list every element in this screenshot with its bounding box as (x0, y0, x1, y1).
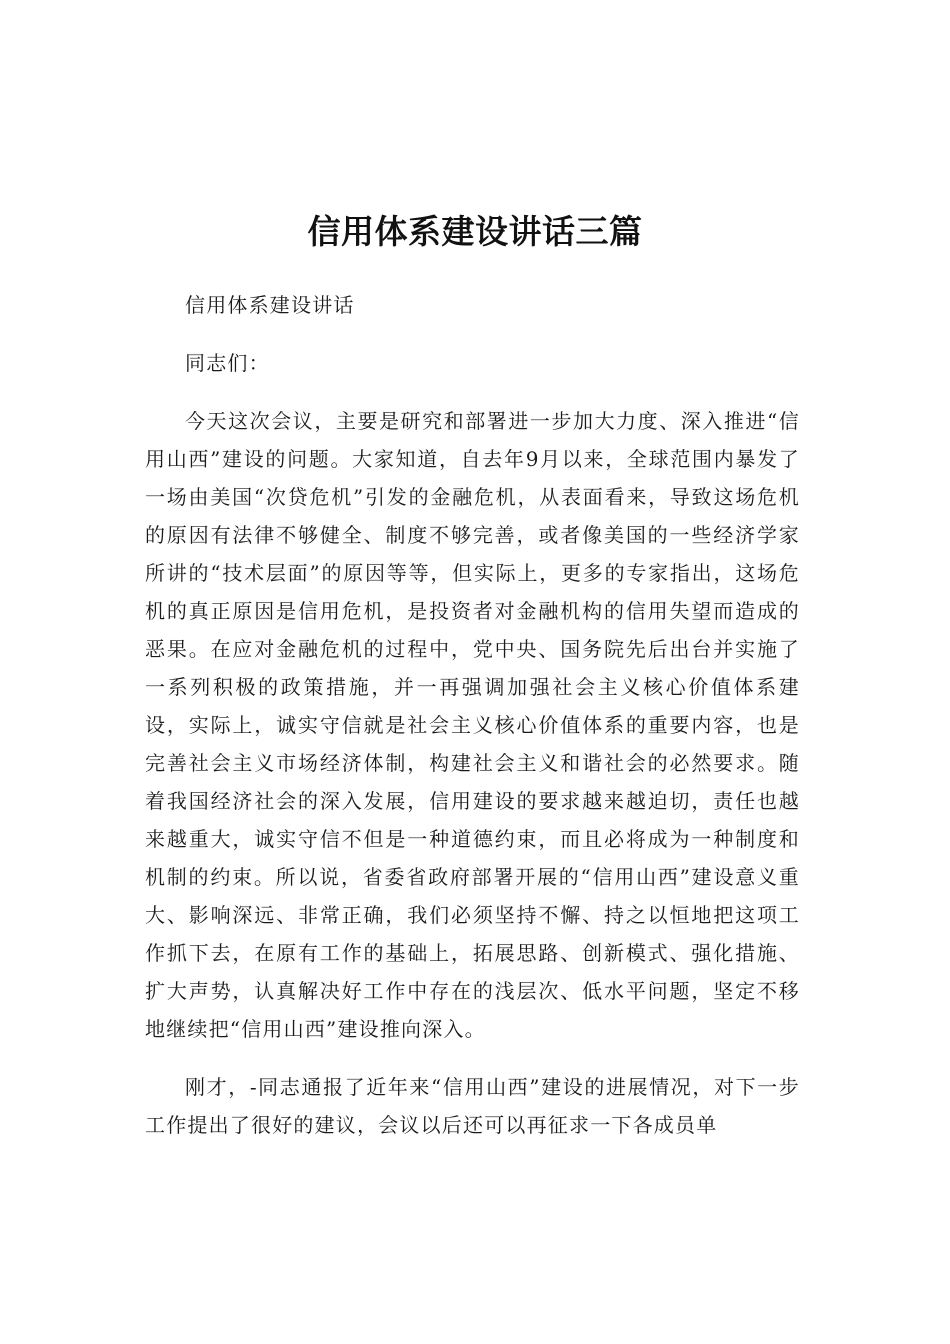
body-paragraph-1: 今天这次会议，主要是研究和部署进一步加大力度、深入推进“信用山西”建设的问题。大家知道，自去年9月以来，全球范围内暴发了一场由美国“次贷危机”引发的金融危机，从表面看来，导致这场危机的原因有法律不够健全、制度不够完善，或者像美国的一些经济学家所讲的“技术层面”的原因等等，但实际上，更多的专家指出，这场危机的真正原因是信用危机，是投资者对金融机构的信用失望而造成的恶果。在应对金融危机的过程中，党中央、国务院先后出台并实施了一系列积极的政策措施，并一再强调加强社会主义核心价值体系建设，实际上，诚实守信就是社会主义核心价值体系的重要内容，也是完善社会主义市场经济体制，构建社会主义和谐社会的必然要求。随着我国经济社会的深入发展，信用建设的要求越来越迫切，责任也越来越重大，诚实守信不但是一种道德约束，而且必将成为一种制度和机制的约束。所以说，省委省政府部署开展的“信用山西”建设意义重大、影响深远、非常正确，我们必须坚持不懈、持之以恒地把这项工作抓下去，在原有工作的基础上，拓展思路、创新模式、强化措施、扩大声势，认真解决好工作中存在的浅层次、低水平问题，坚定不移地继续把“信用山西”建设推向深入。 (145, 409, 800, 1041)
document-body (145, 286, 800, 1164)
document-subtitle: 信用体系建设讲话 (185, 293, 355, 317)
body-paragraph-2: 刚才，-同志通报了近年来“信用山西”建设的进展情况，对下一步工作提出了很好的建议，会议以后还可以再征求一下各成员单 (145, 1075, 800, 1137)
salutation: 同志们： (185, 351, 270, 375)
document-title: 信用体系建设讲话三篇 (307, 212, 643, 251)
